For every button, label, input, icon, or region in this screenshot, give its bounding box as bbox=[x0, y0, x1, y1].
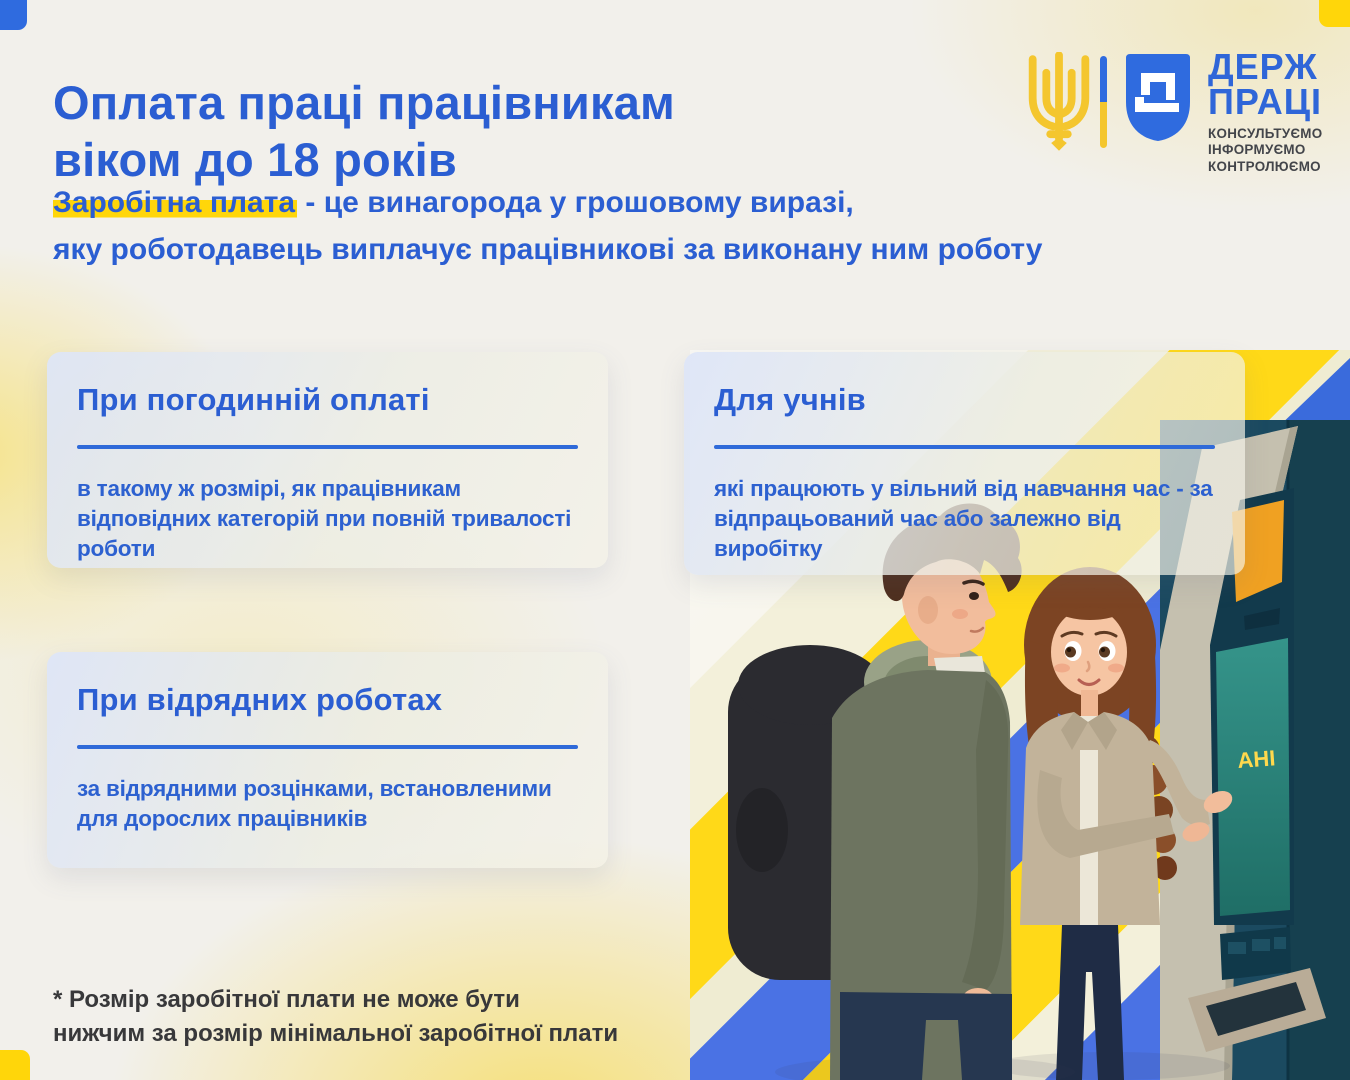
corner-accent-top-left bbox=[0, 0, 27, 30]
logo-tagline-line-3: КОНТРОЛЮЄМО bbox=[1208, 158, 1321, 174]
corner-accent-bottom-left bbox=[0, 1050, 30, 1080]
atm-screen bbox=[1216, 638, 1290, 916]
card-rule bbox=[714, 445, 1215, 449]
card-body: за відрядними розцінками, встановленими для дорослих працівників bbox=[77, 776, 552, 831]
card-rule bbox=[77, 745, 578, 749]
logo-tagline bbox=[1208, 126, 1322, 175]
footnote-line-1: * Розмір заробітної плати не може бути bbox=[53, 986, 520, 1013]
page-title-line-1: Оплата праці працівникам bbox=[53, 76, 675, 130]
logo-tagline-line-1: КОНСУЛЬТУЄМО bbox=[1208, 126, 1323, 141]
piecework-card bbox=[47, 652, 608, 868]
derzhpratsi-logo bbox=[1020, 46, 1340, 174]
logo-divider bbox=[1100, 56, 1107, 148]
intro-line-1-rest: - це винагорода у грошовому виразі, bbox=[297, 186, 854, 219]
card-title: Для учнів bbox=[714, 382, 866, 417]
page-title bbox=[53, 75, 675, 188]
footnote bbox=[53, 983, 618, 1050]
card-body: в такому ж розмірі, як працівникам відповідних категорій при повній тривалості роботи bbox=[77, 476, 572, 561]
card-title: При погодинній оплаті bbox=[77, 382, 430, 417]
logo-tagline-line-2: ІНФОРМУЄМО bbox=[1208, 142, 1306, 158]
page-title-line-2: віком до 18 років bbox=[53, 132, 458, 186]
intro-line-1 bbox=[53, 180, 1042, 227]
logo-name bbox=[1208, 46, 1323, 122]
logo-name-line-2: ПРАЦІ bbox=[1208, 80, 1323, 122]
girl-face bbox=[1051, 608, 1127, 696]
intro-line-2: яку роботодавець виплачує працівникові за виконану ним роботу bbox=[53, 232, 1043, 266]
trident-icon bbox=[1020, 52, 1098, 152]
students-card bbox=[684, 352, 1245, 575]
boy-ear bbox=[918, 596, 938, 624]
shield-icon bbox=[1118, 52, 1198, 152]
corner-accent-top-right bbox=[1319, 0, 1350, 27]
atm-screen-text: АНІ bbox=[1236, 745, 1277, 773]
logo-name-line-1: ДЕРЖ bbox=[1208, 46, 1318, 87]
footnote-line-2: нижчим за розмір мінімальної заробітної плати bbox=[53, 1019, 619, 1047]
card-rule bbox=[77, 445, 578, 449]
intro-definition bbox=[53, 180, 1042, 273]
hourly-pay-card bbox=[47, 352, 608, 568]
intro-highlight: Заробітна плата bbox=[53, 186, 296, 219]
card-body: які працюють у вільний від навчання час - за відпрацьований час або залежно від виробітку bbox=[714, 476, 1213, 561]
card-title: При відрядних роботах bbox=[77, 682, 443, 717]
